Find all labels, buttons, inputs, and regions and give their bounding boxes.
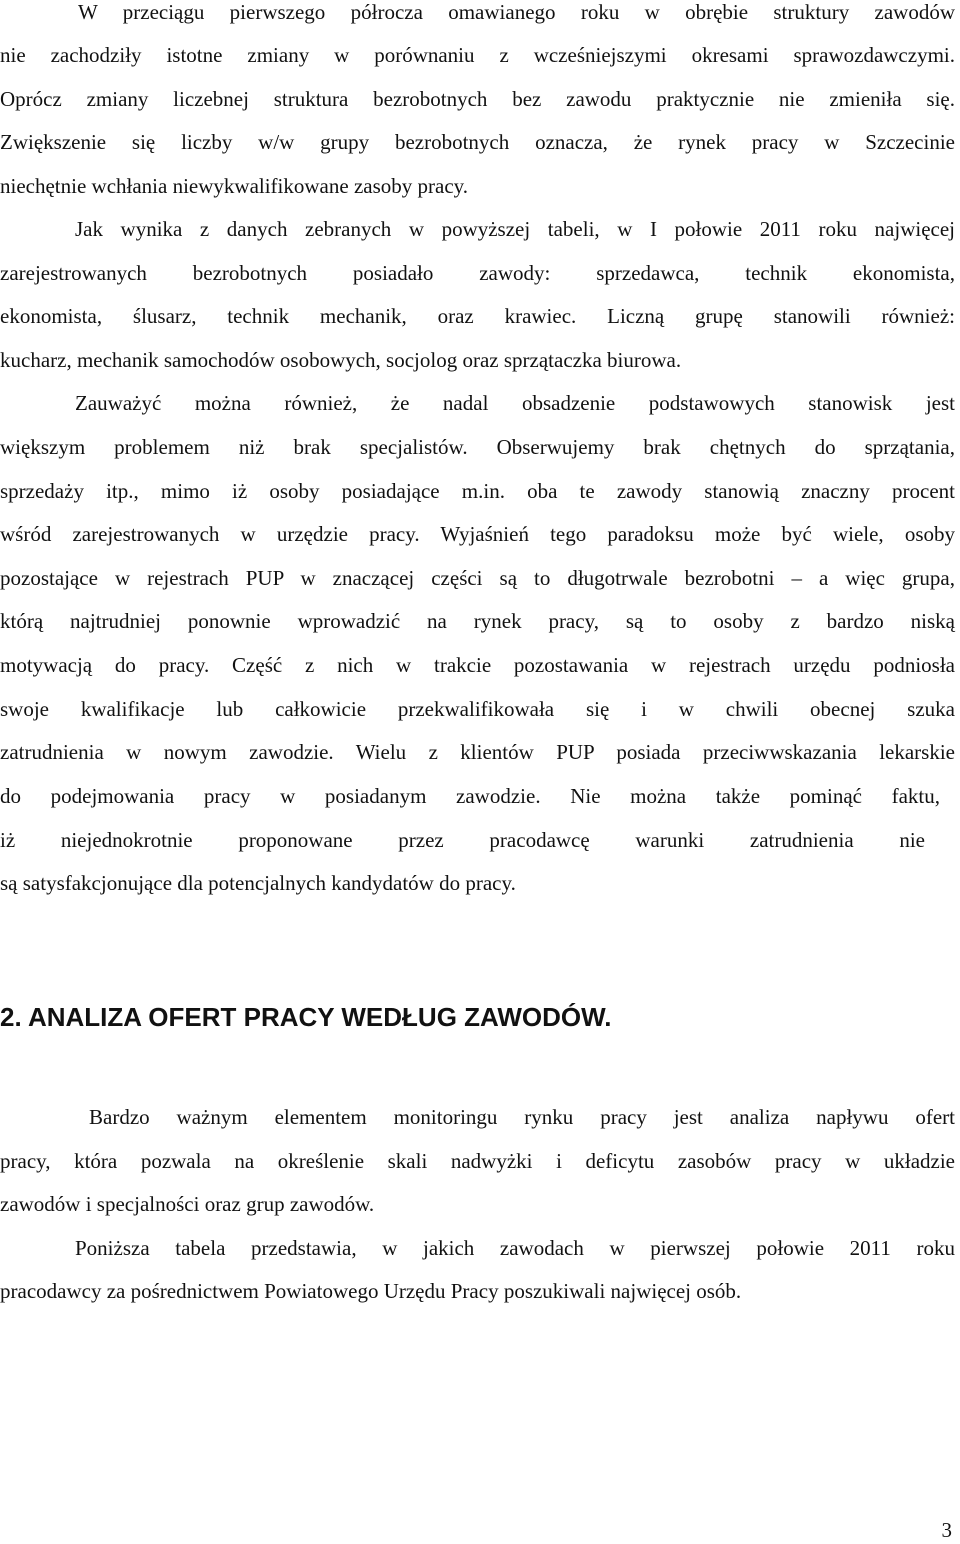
section-paragraph-1-line-2: pracy, która pozwala na określenie skali nadwyżki i deficytu zasobów pracy w układzie	[0, 1149, 955, 1173]
section-paragraph-1-line-1: Bardzo ważnym elementem monitoringu rynku pracy jest analiza napływu ofert	[89, 1105, 955, 1129]
paragraph-3-line-8: swoje kwalifikacje lub całkowicie przekwalifikowała się i w chwili obecnej szuka	[0, 697, 955, 721]
paragraph-3-line-1: Zauważyć można również, że nadal obsadzenie podstawowych stanowisk jest	[75, 391, 955, 415]
paragraph-1-line-1: W przeciągu pierwszego półrocza omawianego roku w obrębie struktury zawodów	[78, 0, 955, 24]
page-number: 3	[941, 1518, 952, 1542]
paragraph-1-line-5: niechętnie wchłania niewykwalifikowane zasoby pracy.	[0, 174, 469, 198]
section-paragraph-2-line-2: pracodawcy za pośrednictwem Powiatowego Urzędu Pracy poszukiwali najwięcej osób.	[0, 1279, 742, 1303]
paragraph-1-line-2: nie zachodziły istotne zmiany w porównaniu z wcześniejszymi okresami sprawozdawczymi.	[0, 43, 955, 67]
paragraph-3-line-3: sprzedaży itp., mimo iż osoby posiadające m.in. oba te zawody stanowią znaczny procent	[0, 479, 955, 503]
paragraph-3-line-6: którą najtrudniej ponownie wprowadzić na rynek pracy, są to osoby z bardzo niską	[0, 609, 955, 633]
paragraph-3-line-7: motywacją do pracy. Część z nich w trakcie pozostawania w rejestrach urzędu podniosła	[0, 653, 955, 677]
paragraph-3-line-11: iż niejednokrotnie proponowane przez pracodawcę warunki zatrudnienia nie	[0, 828, 925, 852]
paragraph-2-line-3: ekonomista, ślusarz, technik mechanik, oraz krawiec. Liczną grupę stanowili również:	[0, 304, 955, 328]
paragraph-3-line-5: pozostające w rejestrach PUP w znaczącej części są to długotrwale bezrobotni – a więc grupa,	[0, 566, 955, 590]
paragraph-2-line-1: Jak wynika z danych zebranych w powyższej tabeli, w I połowie 2011 roku najwięcej	[75, 217, 955, 241]
paragraph-3-line-10: do podejmowania pracy w posiadanym zawodzie. Nie można także pominąć faktu,	[0, 784, 940, 808]
paragraph-2-line-2: zarejestrowanych bezrobotnych posiadało zawody: sprzedawca, technik ekonomista,	[0, 261, 955, 285]
paragraph-3-line-12: są satysfakcjonujące dla potencjalnych kandydatów do pracy.	[0, 871, 516, 895]
section-paragraph-1-line-3: zawodów i specjalności oraz grup zawodów.	[0, 1192, 375, 1216]
paragraph-3-line-4: wśród zarejestrowanych w urzędzie pracy. Wyjaśnień tego paradoksu może być wiele, osoby	[0, 522, 955, 546]
section-heading: 2. ANALIZA OFERT PRACY WEDŁUG ZAWODÓW.	[0, 1002, 612, 1032]
section-paragraph-2-line-1: Poniższa tabela przedstawia, w jakich zawodach w pierwszej połowie 2011 roku	[75, 1236, 955, 1260]
paragraph-2-line-4: kucharz, mechanik samochodów osobowych, socjolog oraz sprzątaczka biurowa.	[0, 348, 682, 372]
paragraph-3-line-2: większym problemem niż brak specjalistów. Obserwujemy brak chętnych do sprzątania,	[0, 435, 955, 459]
paragraph-1-line-3: Oprócz zmiany liczebnej struktura bezrobotnych bez zawodu praktycznie nie zmieniła się.	[0, 87, 955, 111]
paragraph-1-line-4: Zwiększenie się liczby w/w grupy bezrobotnych oznacza, że rynek pracy w Szczecinie	[0, 130, 955, 154]
paragraph-3-line-9: zatrudnienia w nowym zawodzie. Wielu z klientów PUP posiada przeciwwskazania lekarskie	[0, 740, 955, 764]
